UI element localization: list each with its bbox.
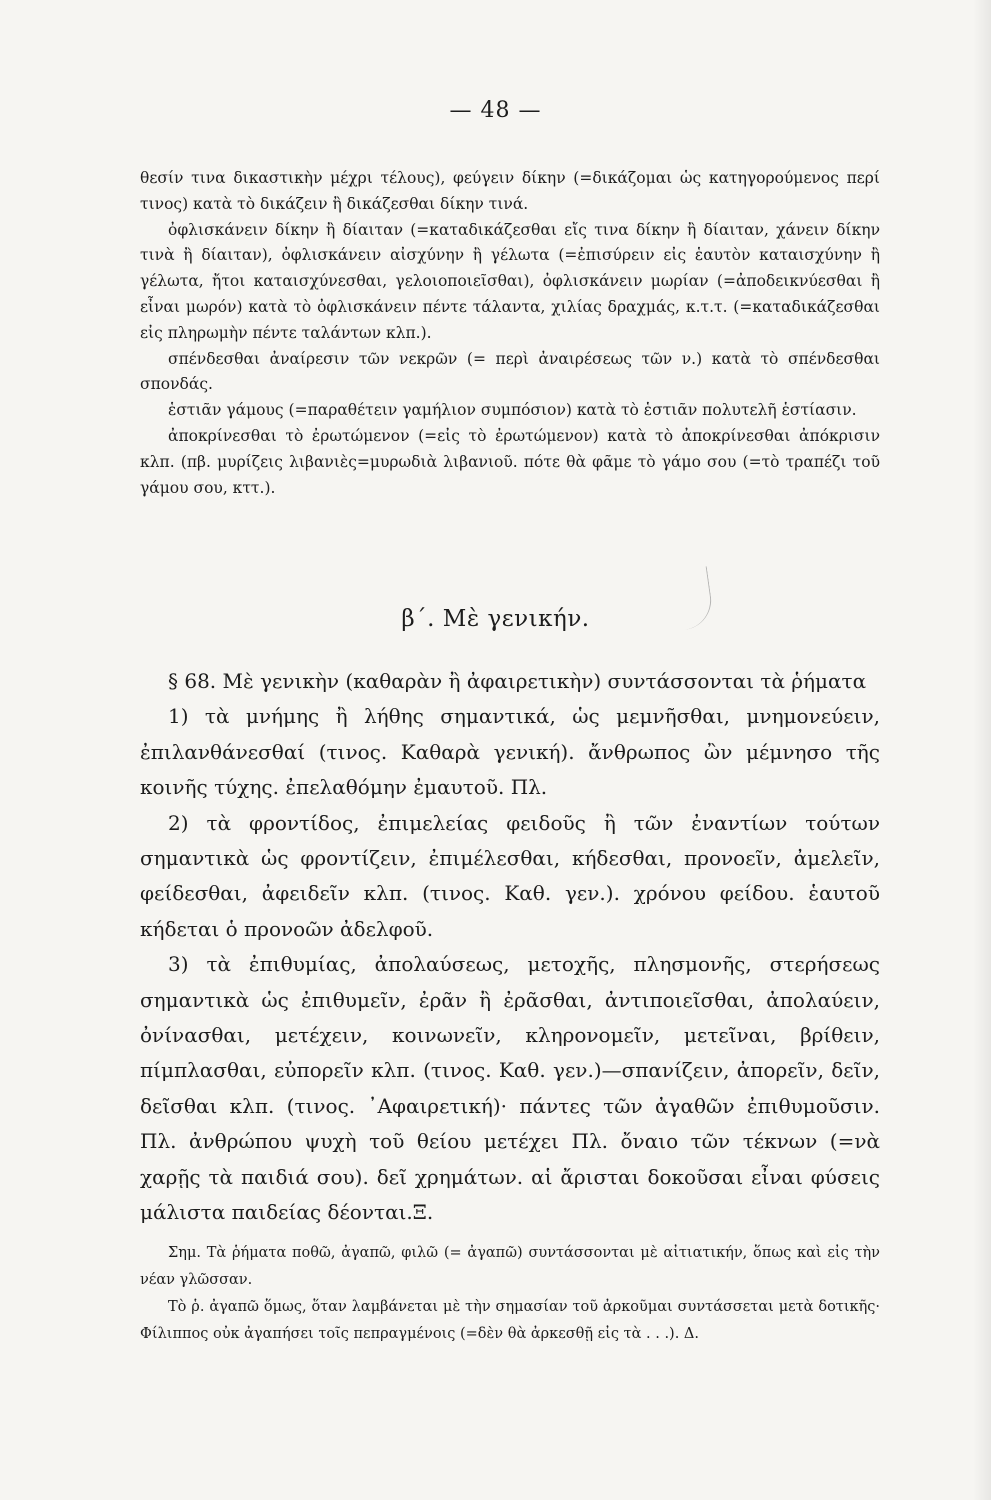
paragraph-spendesthai: σπένδεσθαι ἀναίρεσιν τῶν νεκρῶν (= περὶ ἀναιρέσεως τῶν ν.) κατὰ τὸ σπένδεσθαι σπονδάς. [140, 349, 880, 394]
top-text-block [140, 166, 880, 501]
note-paragraph-1: Σημ. Τὰ ῥήματα ποθῶ, ἀγαπῶ, φιλῶ (= ἀγαπῶ) συντάσσονται μὲ αἰτιατικήν, ὅπως καὶ εἰς τὴν νέαν γλῶσσαν. [140, 1245, 880, 1288]
paragraph-section-68: § 68. Μὲ γενικὴν (καθαρὰν ἢ ἀφαιρετικὴν) συντάσσονται τὰ ῥήματα [168, 669, 867, 693]
paragraph-item-1: 1) τὰ μνήμης ἢ λήθης σημαντικά, ὡς μεμνῆσθαι, μνημονεύειν, ἐπιλανθάνεσθαί (τινος. Καθαρὰ γενική). ἄνθρωπος ὢν μέμνησο τῆς κοινῆς τύχης. ἐπελαθόμην ἐμαυτοῦ. Πλ. [140, 704, 880, 800]
page-number: — 48 — [449, 98, 542, 123]
paragraph-item-2: 2) τὰ φροντίδος, ἐπιμελείας φειδοῦς ἢ τῶν ἐναντίων τούτων σημαντικὰ ὡς φροντίζειν, ἐπιμέλεσθαι, κήδεσθαι, προνοεῖν, ἀμελεῖν, φείδεσθαι, ἀφειδεῖν κλπ. (τινος. Καθ. γεν.). χρόνου φείδου. ἑαυτοῦ κήδεται ὁ προνοῶν ἀδελφοῦ. [140, 810, 880, 941]
section-heading: β΄. Μὲ γενικήν. [401, 606, 590, 632]
page-edge-shadow [973, 0, 991, 1500]
main-text-block [140, 664, 880, 1231]
paragraph-ophliskanein: ὀφλισκάνειν δίκην ἢ δίαιταν (=καταδικάζεσθαι εἴς τινα δίκην ἢ δίαιταν, χάνειν δίκην τινὰ ἢ δίαιταν), ὀφλισκάνειν αἰσχύνην ἢ γέλωτα (=ἐπισύρειν εἰς ἑαυτὸν καταισχύνην ἢ γέλωτα, ἤτοι καταισχύνεσθαι, γελοιοποιεῖσθαι), ὀφλισκάνειν μωρίαν (=ἀποδεικνύεσθαι ἢ εἶναι μωρόν) κατὰ τὸ ὀφλισκάνειν πέντε τάλαντα, χιλίας δραχμάς, κ.τ.τ. (=καταδικάζεσθαι εἰς πληρωμὴν πέντε ταλάντων κλπ.). [140, 220, 880, 342]
paragraph-item-3: 3) τὰ ἐπιθυμίας, ἀπολαύσεως, μετοχῆς, πλησμονῆς, στερήσεως σημαντικὰ ὡς ἐπιθυμεῖν, ἐρᾶν ἢ ἐρᾶσθαι, ἀντιποιεῖσθαι, ἀπολαύειν, ὀνίνασθαι, μετέχειν, κοινωνεῖν, κληρονομεῖν, μετεῖναι, βρίθειν, πίμπλασθαι, εὐπορεῖν κλπ. (τινος. Καθ. γεν.)—σπανίζειν, ἀπορεῖν, δεῖν, δεῖσθαι κλπ. (τινος. ᾿Αφαιρετική)· πάντες τῶν ἀγαθῶν ἐπιθυμοῦσιν. Πλ. ἀνθρώπου ψυχὴ τοῦ θείου μετέχει Πλ. ὄναιο τῶν τέκνων (=νὰ χαρῇς τὰ παιδιά σου). δεῖ χρημάτων. αἱ ἄρισται δοκοῦσαι εἶναι φύσεις μάλιστα παιδείας δέονται.Ξ. [140, 952, 880, 1225]
note-paragraph-2: Τὸ ῥ. ἀγαπῶ ὅμως, ὅταν λαμβάνεται μὲ τὴν σημασίαν τοῦ ἀρκοῦμαι συντάσσεται μετὰ δοτικῆς· Φίλιππος οὐκ ἀγαπήσει τοῖς πεπραγμένοις (=δὲν θὰ ἀρκεσθῇ εἰς τὰ . . .). Δ. [140, 1299, 880, 1342]
paragraph-dikazein: θεσίν τινα δικαστικὴν μέχρι τέλους), φεύγειν δίκην (=δικάζομαι ὡς κατηγορούμενος περί τινος) κατὰ τὸ δικάζειν ἢ δικάζεσθαι δίκην τινά. [140, 169, 880, 213]
note-block [140, 1240, 880, 1348]
paragraph-hestian: ἑστιᾶν γάμους (=παραθέτειν γαμήλιον συμπόσιον) κατὰ τὸ ἑστιᾶν πολυτελῆ ἑστίασιν. [168, 401, 857, 420]
paragraph-apokrinesthai: ἀποκρίνεσθαι τὸ ἐρωτώμενον (=εἰς τὸ ἐρωτώμενον) κατὰ τὸ ἀποκρίνεσθαι ἀπόκρισιν κλπ. (πβ. μυρίζεις λιβανιὲς=μυρωδιὰ λιβανιοῦ. πότε θὰ φᾶμε τὸ γάμο σου (=τὸ τραπέζι τοῦ γάμου σου, κττ.). [140, 426, 880, 497]
